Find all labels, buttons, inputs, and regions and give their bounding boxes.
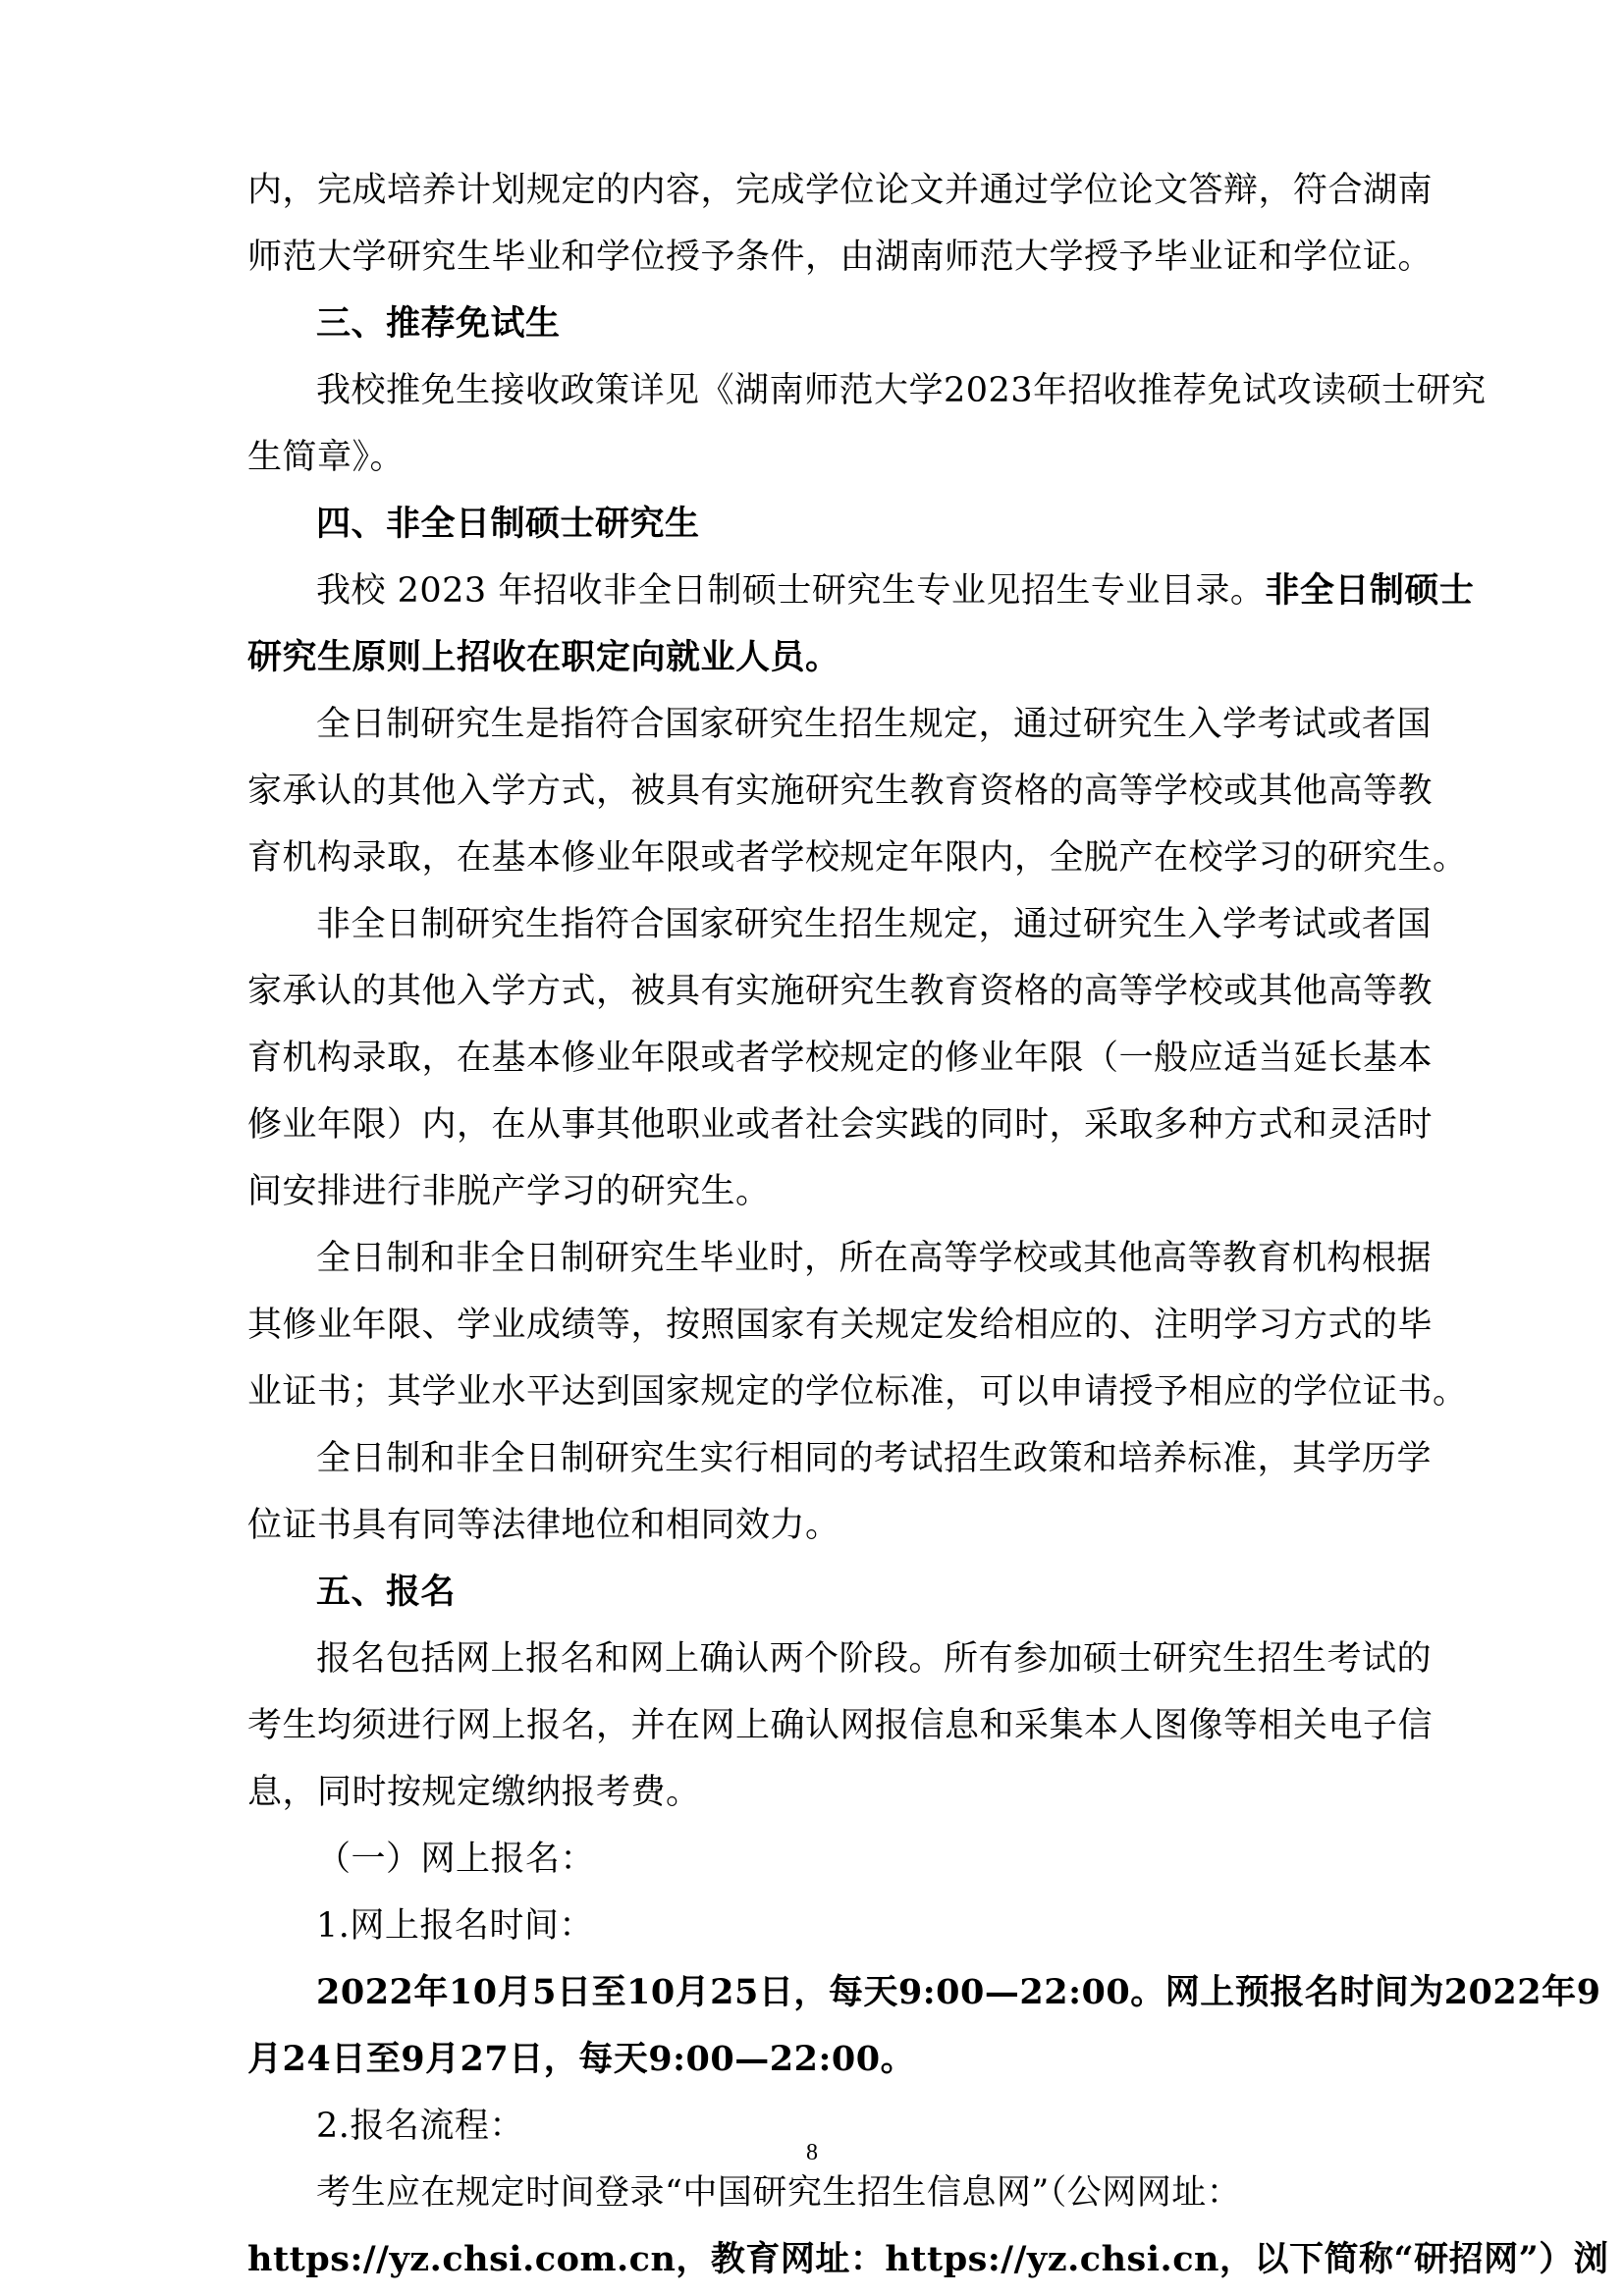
body-text-line: 家承认的其他入学方式，被具有实施研究生教育资格的高等学校或其他高等教 — [247, 772, 1434, 811]
body-text-line: 全日制和非全日制研究生毕业时，所在高等学校或其他高等教育机构根据 — [316, 1239, 1433, 1278]
registration-time-line: 月24日至9月27日，每天9:00—22:00。 — [247, 2039, 916, 2079]
body-text-line: 内，完成培养计划规定的内容，完成学位论文并通过学位论文答辩，符合湖南 — [247, 171, 1434, 210]
section-heading-4: 四、非全日制硕士研究生 — [316, 504, 700, 544]
document-page — [247, 157, 1609, 2293]
body-text-line: 育机构录取，在基本修业年限或者学校规定的修业年限（一般应适当延长基本 — [247, 1039, 1434, 1078]
body-text-line: 报名包括网上报名和网上确认两个阶段。所有参加硕士研究生招生考试的 — [316, 1639, 1433, 1679]
item-heading: 1.网上报名时间： — [316, 1906, 594, 1946]
item-heading: 2.报名流程： — [316, 2107, 524, 2146]
url-text-line: https://yz.chsi.com.cn，教育网址：https://yz.chsi.cn，以下简称“研招网”）浏 — [247, 2239, 1609, 2279]
body-text-line: 全日制研究生是指符合国家研究生招生规定，通过研究生入学考试或者国 — [316, 705, 1433, 744]
body-text-line: 生简章》。 — [247, 438, 406, 477]
body-text-line: 非全日制研究生指符合国家研究生招生规定，通过研究生入学考试或者国 — [316, 905, 1433, 944]
emphasis-text-segment: 非全日制硕士 — [1265, 570, 1475, 611]
body-text-line: 其修业年限、学业成绩等，按照国家有关规定发给相应的、注明学习方式的毕 — [247, 1306, 1434, 1345]
body-text-line: 位证书具有同等法律地位和相同效力。 — [247, 1506, 840, 1545]
body-text-line: 师范大学研究生毕业和学位授予条件，由湖南师范大学授予毕业证和学位证。 — [247, 238, 1434, 277]
body-text-line: 业证书；其学业水平达到国家规定的学位标准，可以申请授予相应的学位证书。 — [247, 1372, 1468, 1412]
section-heading-5: 五、报名 — [316, 1572, 457, 1612]
emphasis-text-line: 研究生原则上招收在职定向就业人员。 — [247, 637, 840, 677]
body-text-line-mixed — [247, 558, 1475, 624]
body-text-line: 间安排进行非脱产学习的研究生。 — [247, 1172, 771, 1211]
body-text-line: 我校推免生接收政策详见《湖南师范大学2023年招收推荐免试攻读硕士研究 — [316, 371, 1487, 410]
page-number: 8 — [806, 2140, 818, 2165]
body-text-segment: 我校 2023 年招收非全日制硕士研究生专业见招生专业目录。 — [316, 571, 1266, 611]
body-text-line: 修业年限）内，在从事其他职业或者社会实践的同时，采取多种方式和灵活时 — [247, 1105, 1434, 1145]
body-text-line: 考生均须进行网上报名，并在网上确认网报信息和采集本人图像等相关电子信 — [247, 1706, 1434, 1745]
subsection-heading: （一）网上报名： — [316, 1840, 596, 1879]
body-text-line: 考生应在规定时间登录“中国研究生招生信息网”（公网网址： — [316, 2173, 1242, 2213]
registration-time-line: 2022年10月5日至10月25日，每天9:00—22:00。网上预报名时间为2022年9 — [316, 1972, 1601, 2012]
body-text-line: 家承认的其他入学方式，被具有实施研究生教育资格的高等学校或其他高等教 — [247, 972, 1434, 1011]
section-heading-3: 三、推荐免试生 — [316, 303, 561, 344]
body-text-line: 息，同时按规定缴纳报考费。 — [247, 1773, 701, 1812]
body-text-line: 育机构录取，在基本修业年限或者学校规定年限内，全脱产在校学习的研究生。 — [247, 838, 1468, 878]
body-text-line: 全日制和非全日制研究生实行相同的考试招生政策和培养标准，其学历学 — [316, 1439, 1433, 1478]
